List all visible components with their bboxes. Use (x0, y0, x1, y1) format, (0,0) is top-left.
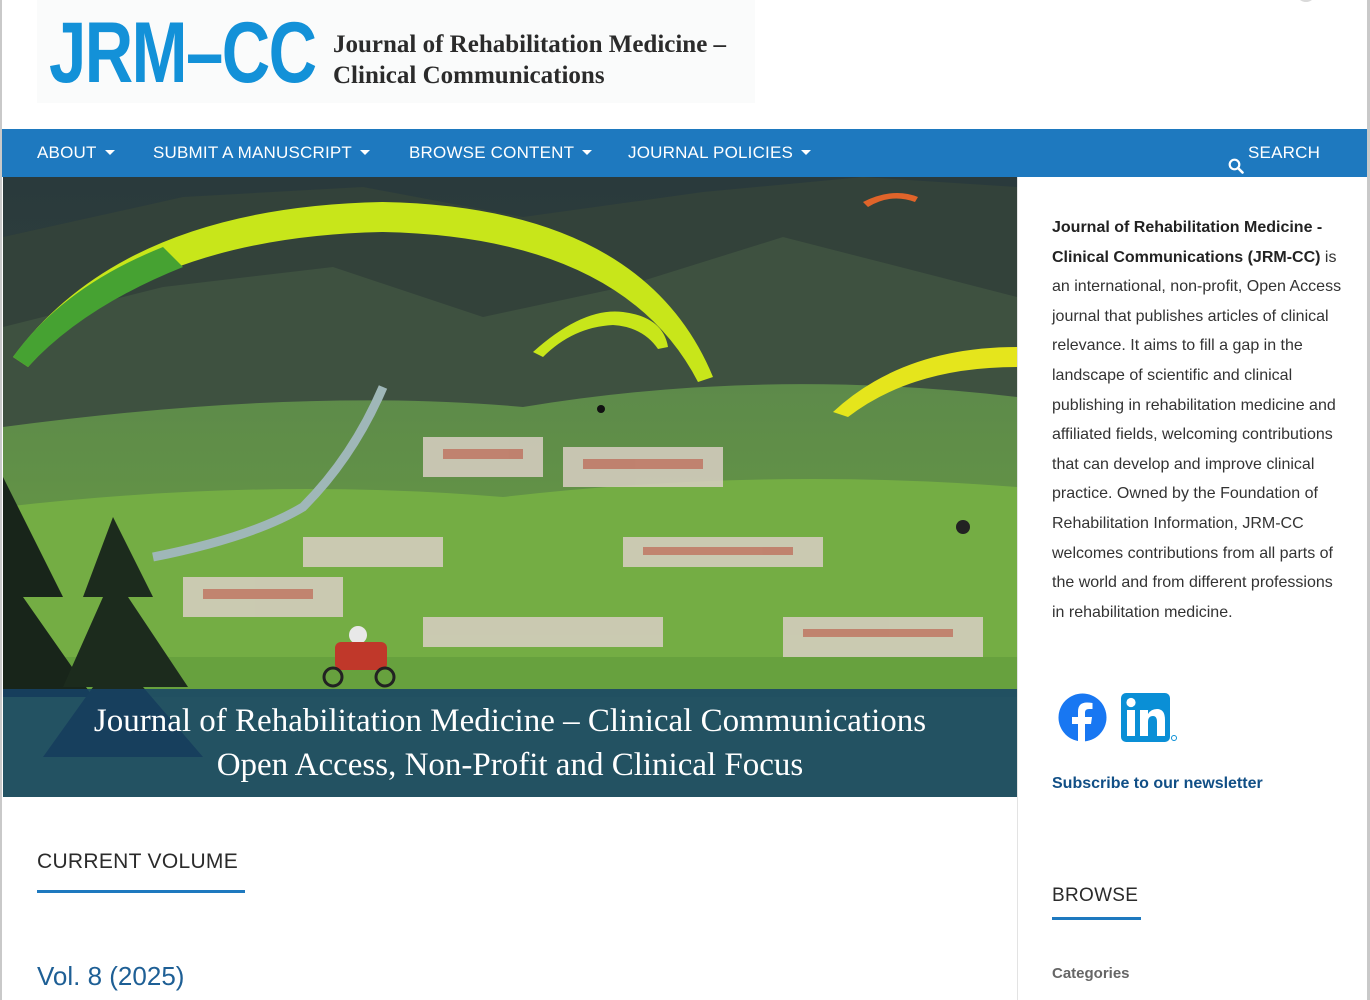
nav-about[interactable] (37, 129, 115, 177)
nav-submit-manuscript[interactable] (153, 129, 370, 177)
nav-about-label: ABOUT (37, 143, 97, 162)
logo-title-line2: Clinical Communications (333, 62, 605, 89)
caret-down-icon (105, 150, 115, 155)
journal-about-text (1052, 213, 1344, 627)
browse-heading: BROWSE (1052, 885, 1139, 906)
linkedin-icon[interactable] (1121, 693, 1178, 742)
nav-browse-label: BROWSE CONTENT (409, 143, 575, 162)
journal-name-bold: Journal of Rehabilitation Medicine - Clinical Communications (JRM-CC) (1052, 219, 1323, 266)
caret-down-icon (801, 150, 811, 155)
caret-down-icon (582, 150, 592, 155)
hero-caption (3, 689, 1017, 797)
heading-underline (1052, 917, 1141, 920)
search-button[interactable] (1228, 129, 1320, 177)
nav-journal-policies[interactable] (628, 129, 811, 177)
sidebar-divider (1017, 177, 1018, 1000)
primary-navbar (2, 129, 1367, 177)
heading-underline (37, 890, 245, 893)
user-menu-icon[interactable] (1296, 0, 1316, 2)
nav-submit-label: SUBMIT A MANUSCRIPT (153, 143, 353, 162)
nav-browse-content[interactable] (409, 129, 592, 177)
current-volume-link[interactable]: Vol. 8 (2025) (37, 961, 185, 991)
current-volume-heading: CURRENT VOLUME (37, 850, 239, 873)
newsletter-subscribe-link[interactable]: Subscribe to our newsletter (1052, 775, 1263, 792)
hero-caption-subtitle: Open Access, Non-Profit and Clinical Focus (216, 747, 804, 783)
facebook-icon[interactable] (1058, 693, 1107, 742)
journal-logo-link[interactable] (37, 0, 755, 103)
nav-policies-label: JOURNAL POLICIES (628, 143, 794, 162)
search-icon (1228, 145, 1244, 161)
caret-down-icon (360, 150, 370, 155)
journal-description: is an international, non-profit, Open Access journal that publishes articles of clinical relevance. It aims to fill a gap in the landscape of scientific and clinical publishing in rehabilitation medicine and affiliated fields, welcoming contributions that can develop and improve clinical practice. Owned by the Foundation of Rehabilitation Information, JRM-CC welcomes contributions from all parts of the world and from different professions in rehabilitation medicine. (1052, 248, 1342, 621)
categories-label: Categories (1052, 965, 1130, 982)
logo-mark: JRM–CC (49, 5, 316, 101)
hero-caption-title: Journal of Rehabilitation Medicine – Clinical Communications (93, 703, 927, 739)
search-label: SEARCH (1248, 143, 1321, 162)
hero-banner (3, 177, 1017, 797)
logo-title-line1: Journal of Rehabilitation Medicine – (333, 31, 727, 58)
